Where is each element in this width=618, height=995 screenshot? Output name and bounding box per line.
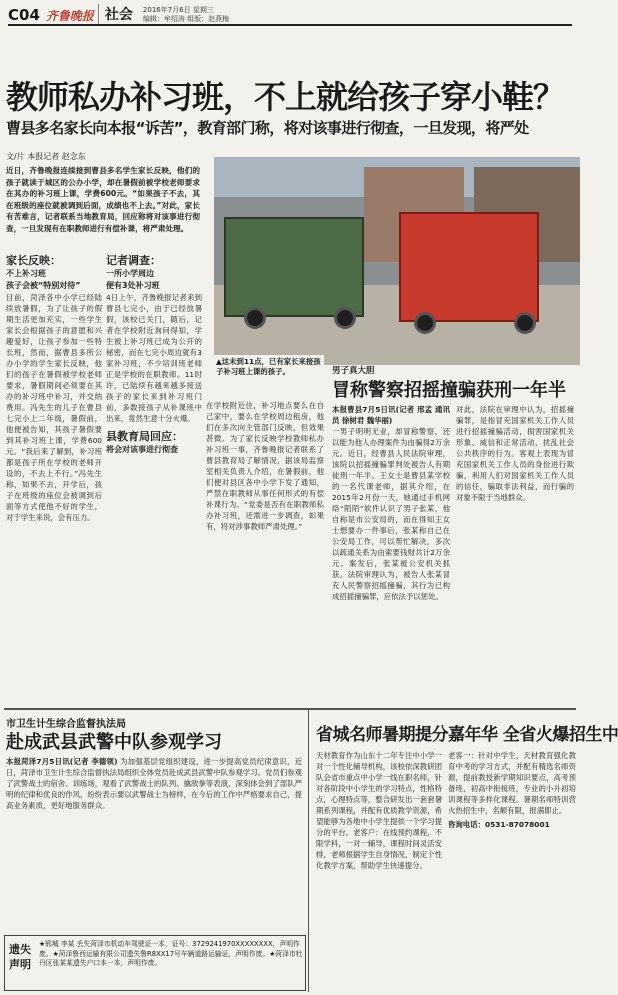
masthead <box>8 4 572 26</box>
horizontal-divider <box>4 708 576 710</box>
fraud-body: 一男子明明无业，却冒称警察，还以能为他人办理案件为由骗得2万余元。近日，经曹县人民法院审理，该院以招摇撞骗罪判处被告人有期徒刑一年半。王女士是曹县某学校的一名代课老师，据其介绍，在2015年2月份一天，她通过手机网络“陌陌”软件认识了男子张某，他自称是市公安局的，而在得知王女士想要办一件事后，张某称自己在公安局工作，可以帮忙解决，多次以疏通关系为由索要钱财共计2万余元。案发后，张某被公安机关抓获。法院审理认为，被告人张某冒充人民警察招摇撞骗，其行为已构成招摇撞骗罪，应依法予以惩处。 <box>332 427 450 601</box>
section1-body: 目前，菏泽各中小学已经陆续放暑假，为了让孩子的假期生活更加充实，一些学生家长会根据孩子的意愿和兴趣爱好，让孩子参加一些特长班，然而，据曹县多所公办小学的学生家长反映，他们的孩子在暑假被学校老师要求，暑假期间必须要在其办的补习班中补习，并交纳费用。冯先生的儿子在曹县七完小上二年级，暑假前，他便被告知，其孩子暑假要到其补习班上课，学费600元。“我后来了解到，补习班都是孩子所在学校的老师开设的，不去上不行。”冯先生称，如果不去，开学后，孩子在班级的座位会被调到后面等方式使他不好的学生，对于学生来说，会有压力。 <box>6 293 102 522</box>
main-column-1 <box>6 252 102 707</box>
red-tricycle <box>399 212 539 322</box>
section2-body: 4日上午，齐鲁晚报记者来到曹县七完小，由于已经放暑假，该校已关门，随后，记者在学校附近询问得知，学生被上补习班已成为公开的秘密，而在七完小周边就有3家补习班，不少培训班老师正是学校的在职教师。11时许，已陆续有越来越多接送孩子的家长来到补习班门前，多数接孩子从补课班中出来，竟然生意十分火爆。 <box>106 293 202 423</box>
editor: 编辑：牟绍涛 <box>142 15 185 23</box>
main-byline: 文/片 本报记者 赵念东 <box>6 152 86 161</box>
section2-title: 记者调查： <box>106 254 161 267</box>
page-code: C04 <box>8 6 40 24</box>
section1-sub2: 孩子会被“特别对待” <box>6 281 81 290</box>
bureau-text: 为加强基层党组织建设，进一步提高党员纪律意识，近日，菏泽市卫生计生综合监督执法局组织全体党员赴成武县武警中队参观学习。党员们参观了武警战士的宿舍、训练场，观看了武警战士的队列、擒敌拳等表演，深刻体会到了部队严明的纪律和优良的作风，纷纷表示要以武警战士为榜样，在今后的工作中严格要求自己，提高业务素质，更好地服务群众。 <box>6 757 302 810</box>
main-column-2 <box>106 252 202 707</box>
tricycle-photo <box>214 157 580 365</box>
tutoring-ad-headline: 省城名师暑期提分嘉年华 全省火爆招生中 <box>316 725 618 745</box>
section1-title: 家长反映： <box>6 254 61 267</box>
bureau-headline: 赴成武县武警中队参观学习 <box>6 732 222 753</box>
issue-meta <box>143 6 229 24</box>
wheel-icon <box>244 307 266 329</box>
notice-label: 遗失声明 <box>9 943 31 971</box>
green-tricycle <box>224 217 364 317</box>
fraud-subhead: 男子真大胆 <box>332 366 375 376</box>
designer: 组版：赵燕梅 <box>187 15 230 23</box>
issue-weekday: 星期三 <box>192 6 214 14</box>
tutoring-ad-column-2 <box>448 750 576 990</box>
notice-text: ★郓城 李某 丢失菏泽市机动车驾驶证一本，证号：3729241970XXXXXXXX，声明作废。★菏泽鲁西运输有限公司遗失鲁R8XX17号车辆道路运输证，声明作废。★菏泽市牡丹区张某某遗失户口本一本，声明作废。 <box>39 940 303 967</box>
wheel-icon <box>514 312 536 334</box>
wheel-icon <box>414 312 436 334</box>
wheel-icon <box>334 307 356 329</box>
section1-sub1: 不上补习班 <box>6 269 46 278</box>
main-subhead: 曹县多名家长向本报“诉苦”，教育部门称，将对该事进行彻查，一旦发现，将严处 <box>6 119 529 137</box>
lost-notice-box <box>4 935 306 991</box>
section3-sub: 将会对该事进行彻查 <box>106 445 178 454</box>
fraud-column-2: 对此，法院在审理中认为，招摇撞骗罪，是指冒充国家机关工作人员进行招摇撞骗活动，损害国家机关形象、威信和正常活动，扰乱社会公共秩序的行为。客观上表现为冒充国家机关工作人员的身份进行欺骗，利用人们对国家机关工作人员的信任，骗取非法利益，而行骗的对象不限于当地群众。 <box>456 405 574 502</box>
issue-date: 2016年7月6日 <box>142 6 191 14</box>
section2-sub2: 便有3处补习班 <box>106 281 160 290</box>
section-name: 社会 <box>98 4 133 24</box>
tutoring-contact: 咨询电话：0531-87078001 <box>448 820 550 829</box>
newspaper-logo: 齐鲁晚报 <box>45 9 94 23</box>
fraud-column-1 <box>332 404 450 704</box>
bureau-byline: 本报菏泽7月5日讯(记者 李德领) <box>6 757 118 766</box>
section2-sub1: 一所小学周边 <box>106 269 154 278</box>
bureau-body <box>6 756 302 928</box>
tutoring-ad-body2: 老客一：针对中学生，天材教育强化教育中考的学习方式，并配有精选名师资源，提前教授新学期知识要点，高考预备班，初高中衔接班，专业的小升初培训课程等多样化课程。暑期名师特训营火热招生中，名额有限，报满即止。 <box>448 751 576 815</box>
fraud-headline: 冒称警察招摇撞骗获刑一年半 <box>332 380 566 401</box>
fraud-byline: 本报曹县7月5日讯(记者 邢孟 通讯员 徐树君 魏华丽) <box>332 405 450 425</box>
main-headline: 教师私办补习班，不上就给孩子穿小鞋？ <box>6 78 565 116</box>
main-column-3: 在学校附近住，补习地点要么在自己家中，要么在学校周边租房，他们在多次向主管部门反映，但效果甚微。为了家长反映学校教师私办补习班一事，齐鲁晚报记者联系了曹县教育局了解情况，据该局监察室相关负责人介绍，在暑假前，他们便对县区各中小学下发了通知，严禁在职教师从事任何形式的有偿补课行为。“党委是否有在职教师私办补习班，还需进一步调查，如果有，将对涉事教师严肃处理。” <box>206 401 324 531</box>
main-intro: 近日，齐鲁晚报连续接到曹县多名学生家长反映，他们的孩子就读于城区的公办小学，却在暑假前被学校老师要求在其办的补习班上课，学费600元。“如果孩子不去，其在班级的座位就被调到后面，成绩也不上去。”对此，家长有苦难言，记者联系当地教育局，回应称将对该事进行彻查，一旦发现有在职教师进行有偿补课，将严肃处理。 <box>6 166 200 233</box>
tutoring-ad-column-1: 天材教育作为山东十二年专注中小学一对一个性化辅导机构，该校依深教研团队会省市重点中小学一线在职名师，针对各阶段中小学生的学习特点，性格特点，心理特点等，整合研发出一套套暑期系列课程，并配有优质教学资源，希望能够为各地中小学生提供一个学习提分的平台。老客户：在线预约课程，不限学科，一对一辅导，课程时间灵活安排，老师根据学生自身情况，制定个性化教学方案，帮助学生快速提分。 <box>316 751 442 870</box>
vertical-divider <box>308 710 309 992</box>
bureau-subhead: 市卫生计生综合监督执法局 <box>6 719 126 730</box>
photo-caption: ▲这未到11点，已有家长来接孩子补习班上课的孩子。 <box>214 355 324 379</box>
section3-title: 县教育局回应： <box>106 430 183 443</box>
